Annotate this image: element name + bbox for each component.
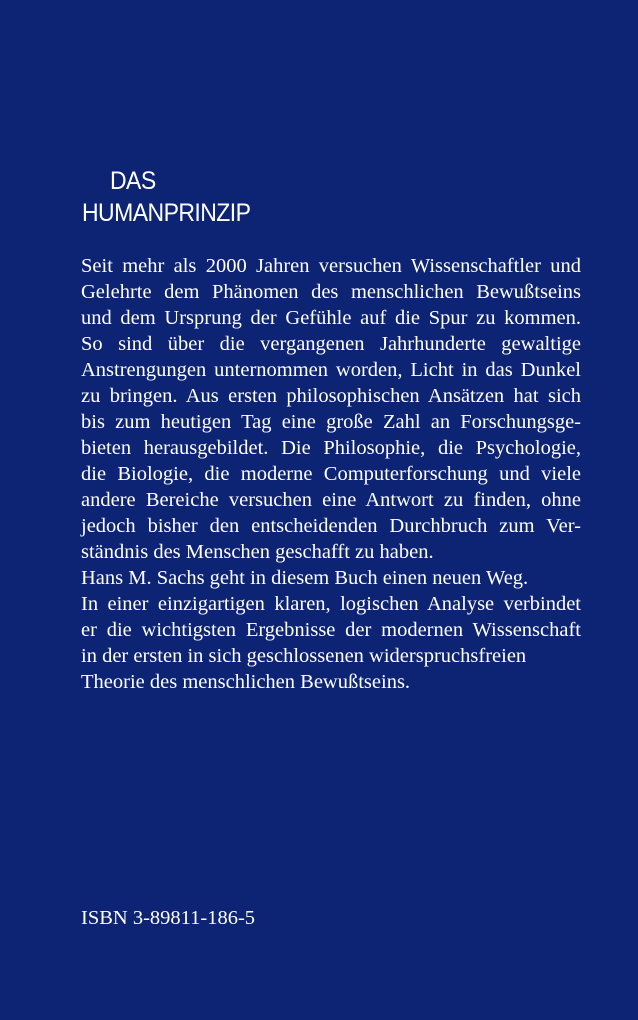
blurb-line: jedoch bisher den entscheidenden Durchbruch zum Ver- (81, 515, 581, 537)
blurb-line: So sind über die vergangenen Jahrhunderte gewaltige (81, 333, 581, 355)
blurb-line: und dem Ursprung der Gefühle auf die Spur zu kommen. (81, 307, 581, 329)
blurb-text (81, 253, 581, 695)
blurb-line: Gelehrte dem Phänomen des menschlichen Bewußtseins (81, 281, 581, 303)
title-line-2: HUMANPRINZIP (82, 199, 251, 227)
blurb-line: Anstrengungen unternommen worden, Licht in das Dunkel (81, 359, 581, 381)
blurb-line: In einer einzigartigen klaren, logischen Analyse verbindet (81, 593, 581, 615)
blurb-line: ständnis des Menschen geschafft zu haben. (81, 541, 434, 563)
blurb-line: in der ersten in sich geschlossenen widerspruchsfreien (81, 645, 527, 667)
blurb-line: andere Bereiche versuchen eine Antwort zu finden, ohne (81, 489, 581, 511)
blurb-line: er die wichtigsten Ergebnisse der modernen Wissenschaft (81, 619, 581, 641)
title-line-1: DAS (110, 167, 156, 195)
blurb-line: zu bringen. Aus ersten philosophischen Ansätzen hat sich (81, 385, 581, 407)
blurb-line: bieten herausgebildet. Die Philosophie, die Psychologie, (81, 437, 581, 459)
blurb-line: Theorie des menschlichen Bewußtseins. (81, 671, 411, 693)
blurb-line: die Biologie, die moderne Computerforschung und viele (81, 463, 581, 485)
blurb-line: Seit mehr als 2000 Jahren versuchen Wissenschaftler und (81, 255, 581, 277)
blurb-line: Hans M. Sachs geht in diesem Buch einen neuen Weg. (81, 567, 529, 589)
blurb-line: bis zum heutigen Tag eine große Zahl an Forschungsge- (81, 411, 581, 433)
isbn-number: ISBN 3-89811-186-5 (81, 907, 256, 929)
